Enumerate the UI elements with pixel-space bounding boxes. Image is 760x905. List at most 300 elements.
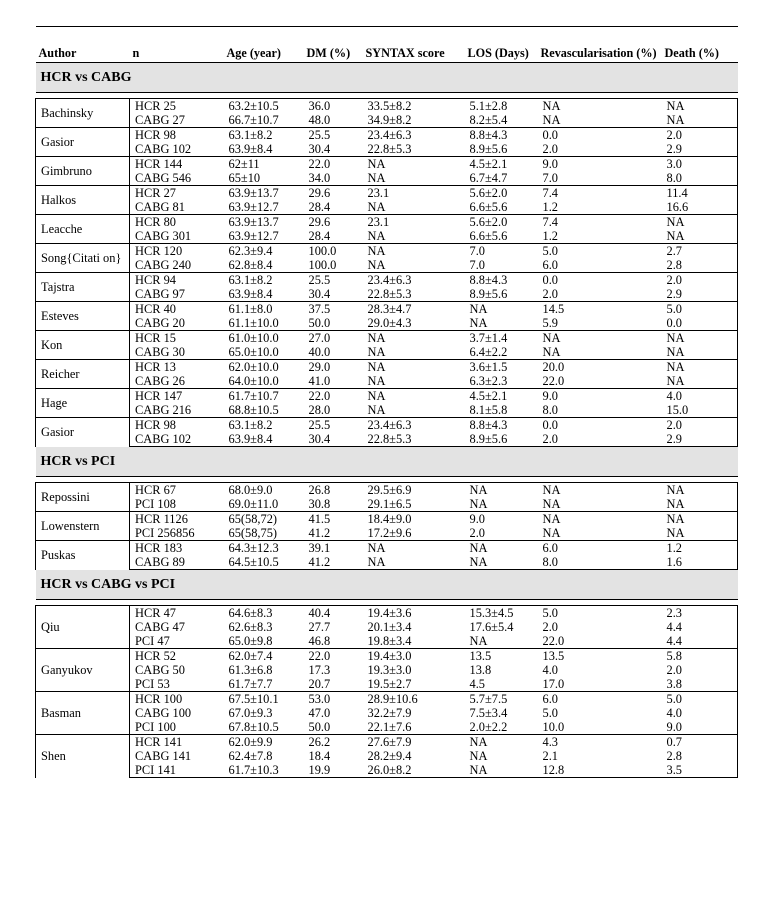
los-cell: 5.1±2.8 — [465, 99, 538, 114]
syntax-cell: 23.1 — [363, 186, 465, 201]
dm-cell: 29.6 — [304, 215, 363, 230]
death-cell: NA — [662, 360, 738, 375]
death-cell: 3.8 — [662, 677, 738, 692]
n-cell: HCR 27 — [130, 186, 224, 201]
header-revascularisation: Revascularisation (%) — [538, 27, 662, 63]
syntax-cell: 22.1±7.6 — [363, 720, 465, 735]
syntax-cell: 23.4±6.3 — [363, 128, 465, 143]
dm-cell: 39.1 — [304, 541, 363, 556]
table-row — [36, 526, 738, 541]
dm-cell: 22.0 — [304, 389, 363, 404]
los-cell: NA — [469, 749, 488, 763]
age-cell: 62.3±9.4 — [224, 244, 304, 259]
los-cell: 8.8±4.3 — [465, 128, 538, 143]
los-cell: NA — [465, 541, 538, 556]
age-cell: 67.8±10.5 — [224, 720, 304, 735]
revascularisation-cell: 7.4 — [538, 186, 662, 201]
syntax-cell: NA — [363, 244, 465, 259]
age-cell: 63.9±8.4 — [224, 287, 304, 302]
death-cell: 1.6 — [662, 555, 738, 570]
revascularisation-cell: 2.0 — [538, 287, 662, 302]
age-cell: 64.5±10.5 — [224, 555, 304, 570]
dm-cell: 100.0 — [304, 244, 363, 259]
table-row — [36, 99, 738, 114]
syntax-cell: 23.1 — [363, 215, 465, 230]
los-cell: 2.0 — [465, 526, 538, 541]
table-row — [36, 749, 738, 763]
dm-cell: 29.6 — [304, 186, 363, 201]
n-cell: HCR 144 — [130, 157, 224, 172]
n-cell: CABG 20 — [130, 316, 224, 331]
death-cell: 2.8 — [662, 258, 738, 273]
syntax-cell: 29.5±6.9 — [363, 483, 465, 498]
revascularisation-cell: 9.0 — [538, 157, 662, 172]
death-cell: NA — [662, 229, 738, 244]
dm-cell: 100.0 — [304, 258, 363, 273]
table-row — [36, 483, 738, 498]
study-group — [36, 483, 738, 512]
table-row — [36, 634, 738, 649]
n-cell: CABG 100 — [135, 706, 192, 720]
table-row — [36, 649, 738, 664]
dm-cell: 25.5 — [304, 128, 363, 143]
age-cell: 65(58,75) — [224, 526, 304, 541]
syntax-cell: NA — [363, 555, 465, 570]
dm-cell: 26.2 — [304, 735, 363, 750]
age-cell: 62.6±8.3 — [228, 620, 273, 634]
section — [36, 447, 738, 483]
study-group — [36, 512, 738, 541]
syntax-cell: NA — [363, 374, 465, 389]
los-cell: 6.4±2.2 — [465, 345, 538, 360]
n-cell: HCR 67 — [130, 483, 224, 498]
los-cell: 8.1±5.8 — [465, 403, 538, 418]
n-cell: CABG 47 — [135, 620, 185, 634]
syntax-cell: 27.6±7.9 — [363, 735, 465, 750]
table-row — [36, 316, 738, 331]
age-cell: 62.0±10.0 — [224, 360, 304, 375]
table-row — [36, 186, 738, 201]
dm-cell: 47.0 — [308, 706, 331, 720]
death-cell: 5.0 — [662, 302, 738, 317]
los-cell: 15.3±4.5 — [465, 606, 538, 621]
n-cell: HCR 52 — [130, 649, 224, 664]
n-cell: HCR 141 — [130, 735, 224, 750]
syntax-cell: 28.3±4.7 — [363, 302, 465, 317]
author-cell: Shen — [36, 735, 130, 778]
age-cell: 63.9±8.4 — [224, 142, 304, 157]
dm-cell: 40.0 — [304, 345, 363, 360]
dm-cell: 22.0 — [304, 649, 363, 664]
author-cell: Gasior — [36, 128, 130, 157]
revascularisation-cell: 22.0 — [538, 634, 662, 649]
section-title: HCR vs PCI — [36, 447, 738, 477]
age-cell: 64.6±8.3 — [224, 606, 304, 621]
n-cell: CABG 102 — [130, 432, 224, 447]
author-cell: Ganyukov — [36, 649, 130, 692]
dm-cell: 25.5 — [304, 273, 363, 288]
syntax-cell: NA — [363, 157, 465, 172]
author-cell: Kon — [36, 331, 130, 360]
death-cell: 15.0 — [662, 403, 738, 418]
syntax-cell: NA — [363, 331, 465, 346]
age-cell: 63.1±8.2 — [224, 418, 304, 433]
age-cell: 61.7±10.7 — [224, 389, 304, 404]
n-cell: CABG 97 — [130, 287, 224, 302]
los-cell: 3.6±1.5 — [465, 360, 538, 375]
revascularisation-cell: 2.0 — [542, 620, 558, 634]
n-cell: PCI 141 — [130, 763, 224, 778]
syntax-cell: 19.8±3.4 — [363, 634, 465, 649]
age-cell: 63.1±8.2 — [224, 128, 304, 143]
revascularisation-cell: 5.9 — [538, 316, 662, 331]
death-cell: NA — [662, 512, 738, 527]
n-cell: CABG 141 — [135, 749, 192, 763]
header-los: LOS (Days) — [465, 27, 538, 63]
age-cell: 65(58,72) — [224, 512, 304, 527]
n-cell: HCR 15 — [130, 331, 224, 346]
table-row — [36, 171, 738, 186]
revascularisation-cell: NA — [538, 345, 662, 360]
syntax-cell: NA — [363, 258, 465, 273]
death-cell: 4.0 — [662, 389, 738, 404]
revascularisation-cell: 9.0 — [538, 389, 662, 404]
table-row — [36, 403, 738, 418]
los-cell: 8.9±5.6 — [465, 432, 538, 447]
los-cell: NA — [465, 483, 538, 498]
age-cell: 63.1±8.2 — [224, 273, 304, 288]
death-cell: 0.7 — [662, 735, 738, 750]
revascularisation-cell: NA — [538, 526, 662, 541]
n-cell: HCR 13 — [130, 360, 224, 375]
death-cell: 2.9 — [662, 287, 738, 302]
table-row — [36, 258, 738, 273]
dm-cell: 20.7 — [304, 677, 363, 692]
header-death: Death (%) — [662, 27, 738, 63]
study-group — [36, 186, 738, 215]
age-cell: 67.0±9.3 — [228, 706, 273, 720]
death-cell: NA — [662, 345, 738, 360]
los-cell: 4.5±2.1 — [465, 157, 538, 172]
death-cell: 11.4 — [662, 186, 738, 201]
revascularisation-cell: 4.3 — [538, 735, 662, 750]
dm-cell: 28.0 — [304, 403, 363, 418]
n-cell: HCR 40 — [130, 302, 224, 317]
los-cell: NA — [465, 555, 538, 570]
dm-cell: 27.0 — [304, 331, 363, 346]
dm-cell: 41.5 — [304, 512, 363, 527]
study-group — [36, 541, 738, 570]
revascularisation-cell: NA — [538, 331, 662, 346]
syntax-cell: 26.0±8.2 — [363, 763, 465, 778]
dm-cell: 53.0 — [304, 692, 363, 707]
dm-cell: 25.5 — [304, 418, 363, 433]
dm-cell: 30.4 — [304, 432, 363, 447]
age-cell: 63.2±10.5 — [224, 99, 304, 114]
age-cell: 65.0±9.8 — [224, 634, 304, 649]
revascularisation-cell: 2.0 — [538, 142, 662, 157]
syntax-cell: NA — [363, 171, 465, 186]
los-cell: 4.5 — [465, 677, 538, 692]
n-cell: PCI 47 — [130, 634, 224, 649]
header-syntax: SYNTAX score — [363, 27, 465, 63]
study-group — [36, 735, 738, 778]
syntax-cell: 19.4±3.0 — [363, 649, 465, 664]
revascularisation-cell: 13.5 — [538, 649, 662, 664]
dm-cell: 50.0 — [304, 316, 363, 331]
n-cell: PCI 108 — [130, 497, 224, 512]
age-cell: 63.9±13.7 — [224, 215, 304, 230]
dm-cell: 28.4 — [304, 200, 363, 215]
dm-cell: 41.2 — [304, 555, 363, 570]
revascularisation-cell: 7.0 — [538, 171, 662, 186]
age-cell: 62±11 — [224, 157, 304, 172]
n-cell: HCR 98 — [130, 128, 224, 143]
dm-cell: 34.0 — [304, 171, 363, 186]
revascularisation-cell: NA — [538, 99, 662, 114]
los-cell: 13.8 — [469, 663, 492, 677]
n-cell: HCR 98 — [130, 418, 224, 433]
los-cell: 8.9±5.6 — [465, 287, 538, 302]
n-cell: CABG 27 — [130, 113, 224, 128]
author-cell: Bachinsky — [36, 99, 130, 128]
los-cell: 8.8±4.3 — [465, 273, 538, 288]
revascularisation-cell: 8.0 — [538, 555, 662, 570]
syntax-cell: 22.8±5.3 — [363, 287, 465, 302]
revascularisation-cell: 0.0 — [538, 128, 662, 143]
syntax-cell: 23.4±6.3 — [363, 273, 465, 288]
age-cell: 61.0±10.0 — [224, 331, 304, 346]
revascularisation-cell: NA — [538, 512, 662, 527]
header-dm: DM (%) — [304, 27, 363, 63]
table-row — [36, 360, 738, 375]
age-cell: 62.0±7.4 — [224, 649, 304, 664]
n-cell: CABG 301 — [130, 229, 224, 244]
table-row — [36, 215, 738, 230]
death-cell: NA — [662, 113, 738, 128]
section-title: HCR vs CABG — [36, 63, 738, 93]
n-cell: HCR 120 — [130, 244, 224, 259]
table-row — [36, 555, 738, 570]
age-cell: 67.5±10.1 — [224, 692, 304, 707]
table-row — [36, 620, 738, 634]
age-cell: 68.8±10.5 — [224, 403, 304, 418]
table-row — [36, 512, 738, 527]
death-cell: 0.0 — [662, 316, 738, 331]
n-cell: HCR 1126 — [130, 512, 224, 527]
study-group — [36, 215, 738, 244]
death-cell: 2.9 — [662, 432, 738, 447]
death-cell: 4.0 — [662, 706, 738, 720]
revascularisation-cell: NA — [538, 483, 662, 498]
age-cell: 63.9±8.4 — [224, 432, 304, 447]
author-cell: Gasior — [36, 418, 130, 447]
death-cell: 3.5 — [662, 763, 738, 778]
table-row — [36, 128, 738, 143]
los-cell: 8.9±5.6 — [465, 142, 538, 157]
age-cell: 61.1±10.0 — [224, 316, 304, 331]
study-group — [36, 128, 738, 157]
death-cell: 3.0 — [662, 157, 738, 172]
author-cell: Song{Citati on} — [36, 244, 130, 273]
death-cell: NA — [662, 497, 738, 512]
revascularisation-cell: 22.0 — [538, 374, 662, 389]
death-cell: NA — [662, 215, 738, 230]
revascularisation-cell: 4.0 — [542, 663, 558, 677]
n-cell: HCR 80 — [130, 215, 224, 230]
los-cell: 6.7±4.7 — [465, 171, 538, 186]
table-row — [36, 606, 738, 621]
table-row — [36, 345, 738, 360]
header-row — [36, 27, 738, 63]
los-cell: 5.6±2.0 — [465, 215, 538, 230]
los-cell: 9.0 — [465, 512, 538, 527]
los-cell: 6.3±2.3 — [465, 374, 538, 389]
study-group — [36, 273, 738, 302]
syntax-cell: 32.2±7.9 — [367, 706, 412, 720]
author-cell: Basman — [36, 692, 130, 735]
dm-cell: 19.9 — [304, 763, 363, 778]
n-cell: CABG 30 — [130, 345, 224, 360]
author-cell: Lowenstern — [36, 512, 130, 541]
n-cell: HCR 147 — [130, 389, 224, 404]
header-age: Age (year) — [224, 27, 304, 63]
comparison-table — [35, 26, 738, 778]
los-cell: NA — [465, 497, 538, 512]
dm-cell: 18.4 — [308, 749, 331, 763]
author-cell: Esteves — [36, 302, 130, 331]
table-row — [36, 432, 738, 447]
los-cell: 3.7±1.4 — [465, 331, 538, 346]
revascularisation-cell: 14.5 — [538, 302, 662, 317]
age-cell: 62.4±7.8 — [228, 749, 273, 763]
study-group — [36, 389, 738, 418]
los-cell: NA — [465, 302, 538, 317]
revascularisation-cell: 10.0 — [538, 720, 662, 735]
dm-cell: 37.5 — [304, 302, 363, 317]
syntax-cell: 22.8±5.3 — [363, 142, 465, 157]
study-group — [36, 244, 738, 273]
table-row — [36, 677, 738, 692]
table-row — [36, 720, 738, 735]
table-row — [36, 157, 738, 172]
section — [36, 570, 738, 606]
syntax-cell: NA — [363, 345, 465, 360]
death-cell: 2.0 — [662, 663, 738, 677]
section-title: HCR vs CABG vs PCI — [36, 570, 738, 600]
age-cell: 64.0±10.0 — [224, 374, 304, 389]
revascularisation-cell: 17.0 — [538, 677, 662, 692]
age-cell: 68.0±9.0 — [224, 483, 304, 498]
los-cell: 8.8±4.3 — [465, 418, 538, 433]
revascularisation-cell: 5.0 — [542, 706, 558, 720]
los-cell: 7.0 — [465, 244, 538, 259]
syntax-cell: 28.9±10.6 — [363, 692, 465, 707]
revascularisation-cell: 8.0 — [538, 403, 662, 418]
dm-cell: 36.0 — [304, 99, 363, 114]
dm-cell: 30.4 — [304, 142, 363, 157]
n-cell: HCR 47 — [130, 606, 224, 621]
death-cell: 2.3 — [662, 606, 738, 621]
death-cell: 8.0 — [662, 171, 738, 186]
author-cell: Reicher — [36, 360, 130, 389]
table-row — [36, 142, 738, 157]
n-cell: HCR 183 — [130, 541, 224, 556]
death-cell: NA — [662, 331, 738, 346]
n-cell: CABG 216 — [130, 403, 224, 418]
age-cell: 61.1±8.0 — [224, 302, 304, 317]
death-cell: NA — [662, 99, 738, 114]
n-cell: HCR 25 — [130, 99, 224, 114]
revascularisation-cell: 20.0 — [538, 360, 662, 375]
revascularisation-cell: 5.0 — [538, 244, 662, 259]
death-cell: NA — [662, 483, 738, 498]
syntax-cell: 33.5±8.2 — [363, 99, 465, 114]
table-row — [36, 706, 738, 720]
syntax-cell: NA — [363, 360, 465, 375]
los-cell: 5.7±7.5 — [465, 692, 538, 707]
table-row — [36, 374, 738, 389]
death-cell: 1.2 — [662, 541, 738, 556]
age-cell: 63.9±12.7 — [224, 200, 304, 215]
age-cell: 61.7±7.7 — [224, 677, 304, 692]
revascularisation-cell: 5.0 — [538, 606, 662, 621]
death-cell: 2.0 — [662, 128, 738, 143]
death-cell: 5.8 — [662, 649, 738, 664]
table-row — [36, 692, 738, 707]
header-n: n — [130, 27, 224, 63]
dm-cell: 48.0 — [304, 113, 363, 128]
revascularisation-cell: 12.8 — [538, 763, 662, 778]
revascularisation-cell: 2.0 — [538, 432, 662, 447]
los-cell: 17.6±5.4 — [469, 620, 514, 634]
dm-cell: 46.8 — [304, 634, 363, 649]
los-cell: 7.5±3.4 — [469, 706, 508, 720]
table-row — [36, 331, 738, 346]
table-row — [36, 244, 738, 259]
n-cell: HCR 100 — [130, 692, 224, 707]
los-cell: NA — [465, 763, 538, 778]
author-cell: Qiu — [36, 606, 130, 649]
revascularisation-cell: NA — [538, 113, 662, 128]
death-cell: NA — [662, 526, 738, 541]
revascularisation-cell: 6.0 — [538, 692, 662, 707]
death-cell: 2.8 — [662, 749, 738, 763]
dm-cell: 26.8 — [304, 483, 363, 498]
dm-cell: 17.3 — [308, 663, 331, 677]
revascularisation-cell: 0.0 — [538, 418, 662, 433]
n-cell: CABG 26 — [130, 374, 224, 389]
n-cell: HCR 94 — [130, 273, 224, 288]
dm-cell: 50.0 — [304, 720, 363, 735]
los-cell: 2.0±2.2 — [465, 720, 538, 735]
author-cell: Leacche — [36, 215, 130, 244]
los-cell: 5.6±2.0 — [465, 186, 538, 201]
revascularisation-cell: 6.0 — [538, 258, 662, 273]
dm-cell: 22.0 — [304, 157, 363, 172]
table-header — [36, 27, 738, 63]
table-row — [36, 302, 738, 317]
death-cell: 2.9 — [662, 142, 738, 157]
study-group — [36, 418, 738, 447]
los-cell: 8.2±5.4 — [465, 113, 538, 128]
death-cell: 9.0 — [662, 720, 738, 735]
syntax-cell: 20.1±3.4 — [367, 620, 412, 634]
n-cell: CABG 89 — [130, 555, 224, 570]
section-header-row — [36, 570, 738, 600]
los-cell: NA — [465, 316, 538, 331]
syntax-cell: 29.1±6.5 — [363, 497, 465, 512]
